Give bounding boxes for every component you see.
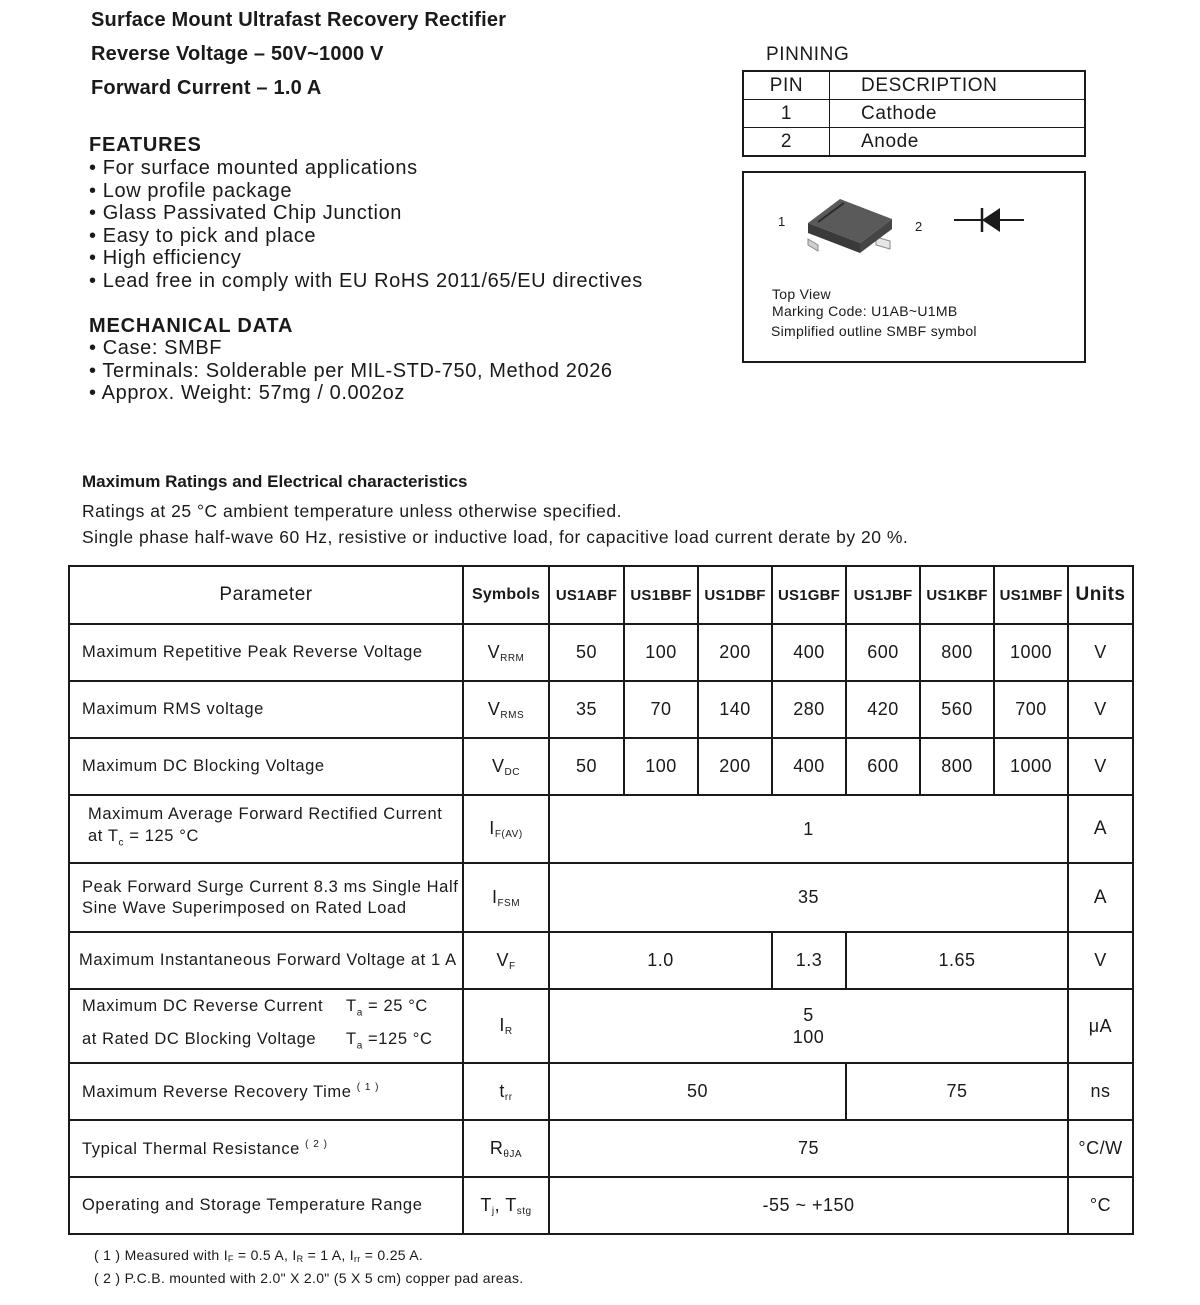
pin1-label: 1 [778, 214, 786, 229]
ratings-note-2: Single phase half-wave 60 Hz, resistive or inductive load, for capacitive load current derate by 20 %. [82, 527, 909, 547]
unit-cell: °C/W [1068, 1120, 1133, 1177]
symbol-cell: $V_{DC}$ [463, 738, 549, 795]
package-image [800, 193, 900, 259]
part-header: US1GBF [772, 566, 846, 624]
ratings-title: Maximum Ratings and Electrical characteristics [82, 472, 468, 491]
unit-cell: V [1068, 624, 1133, 681]
list-item-text: Glass Passivated Chip Junction [102, 202, 403, 224]
pin-number: 1 [743, 100, 830, 128]
value-cell: 800 [920, 738, 994, 795]
part-header: US1BBF [624, 566, 698, 624]
pinning-title: PINNING [766, 44, 850, 65]
value-cell: 700 [994, 681, 1068, 738]
value-cell: 1000 [994, 624, 1068, 681]
symbol-cell: $R_{\theta JA}$ [463, 1120, 549, 1177]
symbols-header: Symbols [463, 566, 549, 624]
unit-cell: V [1068, 681, 1133, 738]
parameter-header: Parameter [69, 566, 463, 624]
symbol-cell: $V_{RRM}$ [463, 624, 549, 681]
list-item-text: Case: SMBF [102, 337, 223, 359]
symbol-cell: $I_{FSM}$ [463, 863, 549, 932]
diode-symbol-icon [952, 205, 1026, 235]
value-cell: 420 [846, 681, 920, 738]
list-item: • Easy to pick and place [89, 224, 317, 247]
mechanical-list [89, 337, 613, 405]
symbol-cell: $T_j$, $T_{stg}$ [463, 1177, 549, 1234]
part-header: US1KBF [920, 566, 994, 624]
list-item: • Case: SMBF [89, 337, 223, 359]
outline-box [742, 171, 1086, 363]
value-cell: 1.0 [549, 932, 772, 989]
value-cell: 35 [549, 681, 624, 738]
table-row [69, 1063, 1133, 1120]
value-cell: 600 [846, 738, 920, 795]
symbol-cell: $I_R$ [463, 989, 549, 1063]
unit-cell: V [1068, 738, 1133, 795]
outline-caption: Simplified outline SMBF symbol [771, 323, 977, 339]
list-item: • Glass Passivated Chip Junction [89, 202, 403, 224]
value-cell: 400 [772, 624, 846, 681]
symbol-cell: $V_{RMS}$ [463, 681, 549, 738]
reverse-voltage-line: Reverse Voltage – 50V~1000 V [91, 43, 384, 65]
unit-cell: °C [1068, 1177, 1133, 1234]
parameter-line: at Rated DC Blocking Voltage $T_a =125$ °C [82, 1030, 433, 1052]
pinning-table [742, 70, 1086, 157]
ratings-table [68, 565, 1134, 1235]
features-list [89, 157, 643, 292]
pin2-label: 2 [915, 219, 923, 234]
units-header: Units [1068, 566, 1133, 624]
unit-cell: V [1068, 932, 1133, 989]
value-cell: 75 [549, 1120, 1068, 1177]
value-cell [549, 989, 1068, 1063]
list-item: • Approx. Weight: 57mg / 0.002oz [89, 382, 406, 404]
parameter-cell: Maximum Instantaneous Forward Voltage at 1 A [69, 932, 463, 989]
list-item: • Low profile package [89, 179, 293, 202]
symbol-cell: $I_{F(AV)}$ [463, 795, 549, 863]
part-header: US1MBF [994, 566, 1068, 624]
title-line: Surface Mount Ultrafast Recovery Rectifier [91, 9, 507, 31]
value-cell: 100 [624, 624, 698, 681]
symbol-cell: $V_F$ [463, 932, 549, 989]
table-row [743, 100, 1085, 128]
parameter-cell: Operating and Storage Temperature Range [69, 1177, 463, 1234]
parameter-line: at $T_c = 125$ °C [88, 827, 199, 849]
pin-number: 2 [743, 128, 830, 157]
symbol-cell: $t_{rr}$ [463, 1063, 549, 1120]
value-cell: 70 [624, 681, 698, 738]
value-cell: 140 [698, 681, 772, 738]
parameter-cell [69, 989, 463, 1063]
table-row [69, 681, 1133, 738]
list-item: • For surface mounted applications [89, 157, 418, 179]
features-title: FEATURES [89, 134, 202, 156]
value-cell: 1.65 [846, 932, 1068, 989]
value-cell: 1000 [994, 738, 1068, 795]
value-cell: 1 [549, 795, 1068, 863]
list-item-text: Low profile package [102, 179, 293, 202]
list-item-text: Terminals: Solderable per MIL-STD-750, Method 2026 [102, 359, 613, 382]
parameter-cell: Maximum Reverse Recovery Time $^{( 1 )}$ [69, 1063, 463, 1120]
unit-cell: μA [1068, 989, 1133, 1063]
parameter-cell: Maximum Repetitive Peak Reverse Voltage [69, 624, 463, 681]
footnote-2: ( 2 ) P.C.B. mounted with 2.0" X 2.0" (5 X 5 cm) copper pad areas. [94, 1270, 524, 1286]
parameter-line: Maximum DC Reverse Current $T_a = 25$ °C [82, 996, 428, 1018]
value-cell: 35 [549, 863, 1068, 932]
unit-cell: A [1068, 795, 1133, 863]
list-item-text: Easy to pick and place [102, 224, 317, 247]
part-header: US1DBF [698, 566, 772, 624]
list-item-text: For surface mounted applications [102, 157, 418, 179]
parameter-cell: Maximum DC Blocking Voltage [69, 738, 463, 795]
part-header: US1ABF [549, 566, 624, 624]
part-header: US1JBF [846, 566, 920, 624]
parameter-line: Peak Forward Surge Current 8.3 ms Single Half [82, 877, 459, 896]
parameter-cell [69, 863, 463, 932]
table-row [69, 1177, 1133, 1234]
unit-cell: A [1068, 863, 1133, 932]
top-view-label: Top View [772, 286, 831, 302]
pin-description: Anode [830, 128, 1086, 157]
table-row [69, 863, 1133, 932]
value-cell: 100 [624, 738, 698, 795]
table-row [69, 989, 1133, 1063]
unit-cell: ns [1068, 1063, 1133, 1120]
value-cell: 200 [698, 624, 772, 681]
value-cell: 280 [772, 681, 846, 738]
table-header-row [69, 566, 1133, 624]
parameter-cell: Typical Thermal Resistance $^{( 2 )}$ [69, 1120, 463, 1177]
value-cell: 800 [920, 624, 994, 681]
value-cell: 200 [698, 738, 772, 795]
table-row [69, 795, 1133, 863]
table-row [743, 71, 1085, 100]
marking-code: Marking Code: U1AB~U1MB [772, 303, 958, 319]
value-cell: 50 [549, 624, 624, 681]
list-item: • Terminals: Solderable per MIL-STD-750, Method 2026 [89, 359, 613, 382]
parameter-line: Sine Wave Superimposed on Rated Load [82, 898, 407, 917]
description-header: DESCRIPTION [830, 71, 1086, 100]
parameter-cell: Maximum RMS voltage [69, 681, 463, 738]
value-cell: 600 [846, 624, 920, 681]
value-cell: 75 [846, 1063, 1068, 1120]
list-item-text: High efficiency [102, 247, 242, 269]
table-row [69, 624, 1133, 681]
pin-header: PIN [743, 71, 830, 100]
value-cell: -55 ~ +150 [549, 1177, 1068, 1234]
footnote-1: ( 1 ) Measured with $I_F = 0.5$ A, $I_R = 1$ A, $I_{rr} = 0.25$ A. [94, 1247, 424, 1264]
table-row [69, 738, 1133, 795]
parameter-line: Maximum Average Forward Rectified Current [88, 805, 443, 824]
forward-current-line: Forward Current – 1.0 A [91, 77, 322, 99]
table-row [69, 1120, 1133, 1177]
table-row [69, 932, 1133, 989]
list-item: • Lead free in comply with EU RoHS 2011/65/EU directives [89, 269, 643, 292]
table-row [743, 128, 1085, 157]
value-cell: 1.3 [772, 932, 846, 989]
list-item: • High efficiency [89, 247, 242, 269]
value-cell: 400 [772, 738, 846, 795]
value-cell: 50 [549, 738, 624, 795]
parameter-cell [69, 795, 463, 863]
value-cell: 560 [920, 681, 994, 738]
pin-description: Cathode [830, 100, 1086, 128]
list-item-text: Approx. Weight: 57mg / 0.002oz [101, 382, 406, 404]
value-cell: 50 [549, 1063, 846, 1120]
list-item-text: Lead free in comply with EU RoHS 2011/65/EU directives [102, 269, 643, 292]
ratings-note-1: Ratings at 25 °C ambient temperature unless otherwise specified. [82, 501, 622, 521]
value-line: 5 [803, 1005, 814, 1025]
mechanical-title: MECHANICAL DATA [89, 315, 294, 337]
value-line: 100 [792, 1027, 825, 1047]
